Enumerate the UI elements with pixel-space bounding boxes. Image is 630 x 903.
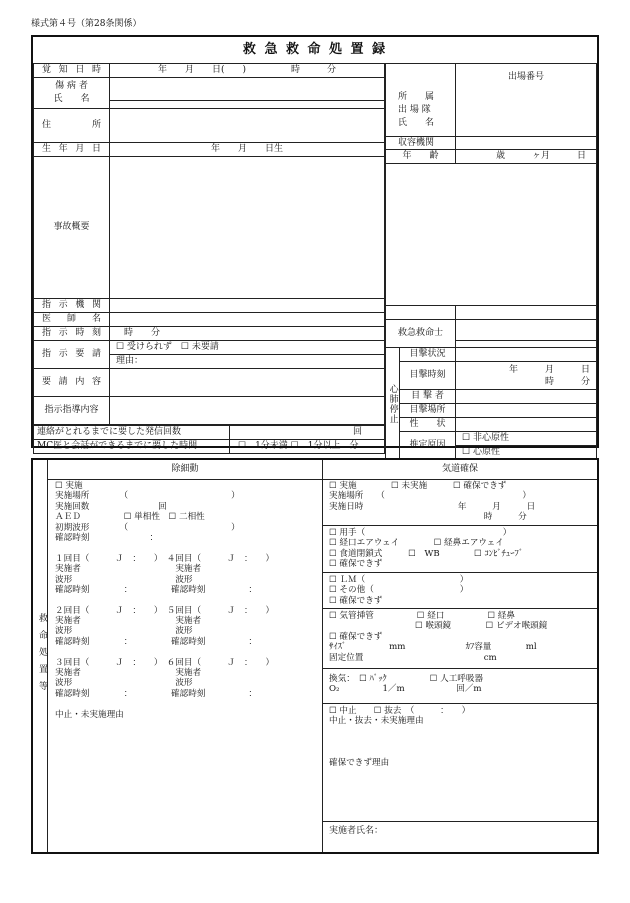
witness-place-field[interactable]	[456, 404, 597, 418]
record-title: 救 急 救 命 処 置 録	[33, 37, 597, 64]
guidance-label: 指示指導内容	[34, 397, 110, 425]
guidance-field[interactable]	[110, 397, 385, 425]
defib-line: 実施者 実施者	[55, 616, 202, 627]
hospital-label: 収容機関	[386, 137, 456, 150]
defib-line: 中止・未実施理由	[55, 709, 124, 720]
airway-line: 換気： ☐ ﾊﾞｯｸ ☐ 人工呼吸器	[329, 674, 484, 684]
airway-line: 固定位置 cm	[329, 652, 497, 663]
upper-right-table	[385, 63, 597, 460]
defib-line: 初期波形 （ ）	[55, 522, 240, 533]
hospital-field[interactable]	[456, 137, 597, 150]
defib-header: 除細動	[48, 460, 323, 480]
airway-line: ☐ 食道閉鎖式 ☐ WB ☐ ｺﾝﾋﾞﾁｭｰﾌﾞ	[329, 548, 524, 559]
defib-line: ２回目（ Ｊ ： ） ５回目（ Ｊ ： ）	[55, 605, 275, 616]
defib-line	[55, 543, 319, 553]
contact-table	[33, 425, 385, 454]
defib-line: 確認時刻 ： 確認時刻 ：	[55, 636, 257, 647]
request-content-label: 要請内容	[34, 369, 110, 397]
airway-sec5[interactable]	[323, 669, 597, 704]
defib-line	[55, 699, 319, 709]
airway-line: ☐ 喉頭鏡 ☐ ビデオ喉頭鏡	[329, 621, 548, 632]
dob-label: 生年月日	[34, 143, 110, 157]
kakuchi-label: 覚知日時	[34, 64, 110, 78]
patient-name-label: 傷 病 者 氏 名	[34, 78, 110, 109]
airway-line: ☐ 確保できず	[329, 595, 383, 606]
kakuchi-value[interactable]: 年 月 日( ) 時 分	[110, 64, 385, 78]
request-field[interactable]	[110, 341, 385, 369]
defib-line	[55, 647, 319, 657]
airway-line: ☐ ＬＭ（ ）	[329, 575, 469, 585]
accident-summary-right[interactable]	[386, 164, 597, 306]
defib-line: 波形 波形	[55, 574, 193, 585]
airway-line: ☐ 確保できず	[329, 559, 383, 570]
upper-left-table	[33, 63, 385, 425]
defib-line: ☐ 実施	[55, 481, 83, 491]
form-number: 様式第４号（第28条関係）	[31, 19, 142, 29]
cause-label: 推定原因	[400, 432, 456, 460]
airway-line: ｻｲｽﾞ mm ｶﾌ容量 ml	[329, 642, 537, 653]
witness-time-label: 目撃時刻	[400, 362, 456, 390]
airway-line	[329, 727, 597, 737]
airway-line: 中止・抜去・未実施理由	[329, 716, 424, 727]
defib-line: ３回目（ Ｊ ： ） ６回目（ Ｊ ： ）	[55, 657, 275, 668]
witness-person-field[interactable]	[456, 390, 597, 404]
airway-header: 気道確保	[323, 460, 597, 480]
airway-line: 確保できず理由	[329, 757, 390, 768]
witness-person-label: 目 撃 者	[400, 390, 456, 404]
defib-line: 実施者 実施者	[55, 668, 202, 679]
mc-label: MC医と会話ができるまでに要した時間	[34, 440, 230, 454]
witness-status-label: 目撃状況	[400, 348, 456, 362]
defib-line: 波形 波形	[55, 626, 193, 637]
airway-sec1[interactable]	[323, 479, 597, 526]
request-options[interactable]: ☐ 受けられず ☐ 未要請	[110, 341, 384, 355]
airway-line: O₂ 1／m 回／m	[329, 684, 482, 695]
defib-line: ＡＥＤ ☐ 単相性 ☐ 二相性	[55, 512, 205, 523]
side-label: 救命処置等	[37, 612, 47, 698]
dispatch-no-label: 出場番号	[508, 72, 545, 82]
request-label: 指示要請	[34, 341, 110, 369]
doctor-name-field[interactable]	[110, 313, 385, 327]
defib-line: １回目（ Ｊ ： ） ４回目（ Ｊ ： ）	[55, 553, 275, 564]
age-value[interactable]: 歳 ヶ月 日	[456, 150, 597, 164]
defib-line: 波形 波形	[55, 678, 193, 689]
defib-line	[55, 595, 319, 605]
defib-line: 確認時刻 ： 確認時刻 ：	[55, 584, 257, 595]
address-field[interactable]	[110, 109, 385, 143]
airway-line: 実施日時 年 月 日	[329, 501, 536, 512]
airway-sec6[interactable]	[323, 704, 597, 822]
cause-options[interactable]	[456, 432, 597, 460]
airway-line	[329, 737, 597, 747]
defib-line: 確認時刻 ： 確認時刻 ：	[55, 688, 257, 699]
airway-line: ☐ その他（ ）	[329, 585, 469, 596]
request-content-field[interactable]	[110, 369, 385, 397]
defib-line: 実施場所 （ ）	[55, 491, 240, 502]
defib-line: 確認時刻 ：	[55, 532, 159, 543]
calls-label: 連絡がとれるまでに要した発信回数	[34, 426, 230, 440]
airway-line: ☐ 経口エアウェイ ☐ 経鼻エアウェイ	[329, 538, 504, 549]
accident-summary-label: 事故概要	[34, 157, 110, 299]
witness-status-field[interactable]	[456, 348, 597, 362]
condition-label: 性 状	[400, 418, 456, 432]
defib-line: 実施者 実施者	[55, 564, 202, 575]
airway-line: ☐ 気管挿管 ☐ 経口 ☐ 経鼻	[329, 611, 515, 621]
paramedic-field[interactable]	[456, 320, 597, 348]
witness-time-value[interactable]: 年 月 日 時 分	[456, 362, 597, 390]
upper-record-block	[31, 35, 599, 457]
airway-sec2[interactable]	[323, 526, 597, 573]
airway-line: 時 分	[329, 512, 527, 523]
airway-line: ☐ 実施 ☐ 未実施 ☐ 確保できず	[329, 481, 507, 491]
airway-sec4[interactable]	[323, 609, 597, 669]
airway-line: ☐ 確保できず	[329, 631, 383, 642]
directing-org-label: 指示機関	[34, 299, 110, 313]
accident-summary-field[interactable]	[110, 157, 385, 299]
age-label: 年 齢	[386, 150, 456, 164]
patient-name-field[interactable]	[110, 78, 385, 109]
unit-label: 所 属 出 場 隊 氏 名	[386, 64, 456, 137]
address-label: 住 所	[34, 109, 110, 143]
operator-name[interactable]: 実施者氏名：	[329, 826, 384, 836]
doctor-name-label: 医 師 名	[34, 313, 110, 327]
paramedic-label: 救急救命士	[386, 320, 456, 348]
airway-line: ☐ 用手（ ）	[329, 528, 512, 538]
airway-line: 実施場所 （ ）	[329, 491, 531, 502]
directing-org-field[interactable]	[110, 299, 385, 313]
airway-line: ☐ 中止 ☐ 抜去 （ ： ）	[329, 706, 471, 716]
directing-org-right[interactable]	[456, 306, 597, 320]
cpa-label: 心肺停止	[386, 348, 400, 460]
defib-content[interactable]	[55, 481, 319, 720]
dob-value[interactable]: 年 月 日生	[110, 143, 385, 157]
instruction-time-label: 指示時刻	[34, 327, 110, 341]
cause-opt-cardiac[interactable]: ☐ 心原性	[462, 447, 500, 457]
calls-unit[interactable]: 回	[230, 426, 385, 440]
airway-sec3[interactable]	[323, 573, 597, 609]
dispatch-no-cell[interactable]	[456, 64, 597, 137]
defib-line: 実施回数 回	[55, 501, 167, 512]
witness-place-label: 目撃場所	[400, 404, 456, 418]
mc-options[interactable]: ☐ 1分未満 ☐ 1分以上 分	[230, 440, 385, 454]
condition-field[interactable]	[456, 418, 597, 432]
side-label-column	[33, 460, 48, 852]
airway-line	[329, 748, 597, 758]
reason-label: 理由：	[116, 356, 144, 366]
cause-opt-noncardiac[interactable]: ☐ 非心原性	[456, 432, 596, 446]
lower-treatment-block	[31, 458, 599, 854]
instruction-time-value[interactable]: 時 分	[110, 327, 385, 341]
